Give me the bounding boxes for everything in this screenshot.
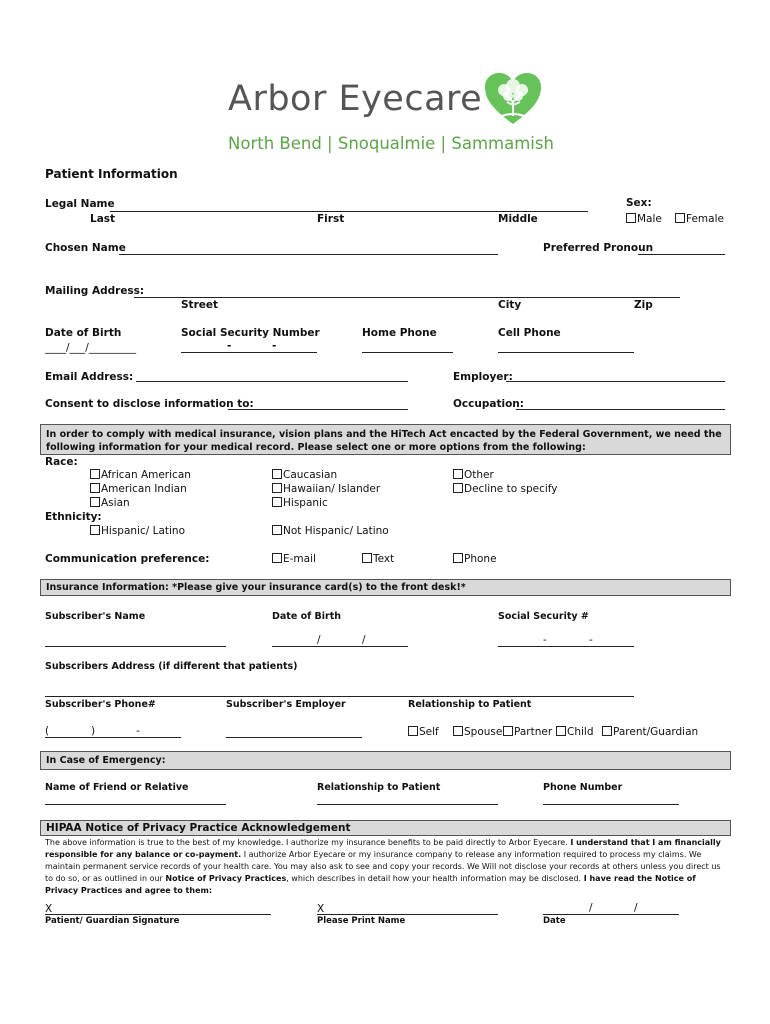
dob-field[interactable]: ____/___/_________ bbox=[45, 342, 137, 354]
ssn-label: Social Security Number bbox=[181, 327, 320, 339]
ssn-dash-1: - bbox=[227, 340, 232, 352]
phone-dash: - bbox=[136, 725, 140, 737]
race-american-indian[interactable]: American Indian bbox=[90, 483, 187, 495]
comm-phone[interactable]: Phone bbox=[453, 553, 497, 565]
sex-label: Sex: bbox=[626, 197, 652, 209]
heart-tree-logo-icon bbox=[484, 72, 542, 126]
checkbox[interactable] bbox=[272, 553, 282, 563]
checkbox[interactable] bbox=[408, 726, 418, 736]
checkbox[interactable] bbox=[556, 726, 566, 736]
subscriber-employer-field[interactable] bbox=[226, 737, 362, 738]
subscriber-dob-label: Date of Birth bbox=[272, 611, 342, 622]
ssn-field[interactable] bbox=[181, 352, 317, 353]
mailing-address-label: Mailing Address: bbox=[45, 285, 145, 297]
race-hawaiian[interactable]: Hawaiian/ Islander bbox=[272, 483, 380, 495]
female-checkbox[interactable] bbox=[675, 213, 685, 223]
subscriber-dob-field[interactable] bbox=[272, 646, 408, 647]
ethnicity-hispanic[interactable]: Hispanic/ Latino bbox=[90, 525, 185, 537]
checkbox[interactable] bbox=[453, 726, 463, 736]
checkbox[interactable] bbox=[272, 525, 282, 535]
dob-label: Date of Birth bbox=[45, 327, 122, 339]
checkbox[interactable] bbox=[453, 469, 463, 479]
comm-pref-label: Communication preference: bbox=[45, 553, 210, 565]
checkbox[interactable] bbox=[602, 726, 612, 736]
phone-paren-close: ) bbox=[91, 725, 96, 737]
logo-locations: North Bend | Snoqualmie | Sammamish bbox=[228, 134, 554, 153]
date-field[interactable] bbox=[543, 914, 679, 915]
date-slash-2: / bbox=[634, 902, 638, 914]
email-field[interactable] bbox=[136, 381, 408, 382]
hipaa-header: HIPAA Notice of Privacy Practice Acknowledgement bbox=[46, 822, 351, 834]
chosen-name-label: Chosen Name bbox=[45, 242, 126, 254]
race-asian[interactable]: Asian bbox=[90, 497, 130, 509]
checkbox[interactable] bbox=[362, 553, 372, 563]
rel-spouse[interactable]: Spouse bbox=[453, 726, 502, 738]
race-decline[interactable]: Decline to specify bbox=[453, 483, 558, 495]
checkbox[interactable] bbox=[90, 525, 100, 535]
comm-text[interactable]: Text bbox=[362, 553, 394, 565]
subscriber-phone-field[interactable] bbox=[45, 737, 181, 738]
emergency-relationship-label: Relationship to Patient bbox=[317, 782, 441, 793]
preferred-pronoun-field[interactable] bbox=[638, 254, 725, 255]
emergency-phone-field[interactable] bbox=[543, 804, 679, 805]
date-slash-1: / bbox=[589, 902, 593, 914]
emergency-name-label: Name of Friend or Relative bbox=[45, 782, 189, 793]
consent-field[interactable] bbox=[228, 409, 408, 410]
chosen-name-field[interactable] bbox=[119, 254, 498, 255]
ssn-dash-1: - bbox=[543, 634, 547, 646]
consent-label: Consent to disclose information to: bbox=[45, 398, 254, 410]
section-title: Patient Information bbox=[45, 167, 178, 181]
checkbox[interactable] bbox=[90, 497, 100, 507]
signature-x: X bbox=[45, 903, 53, 915]
legal-name-field[interactable] bbox=[110, 211, 588, 212]
cell-phone-label: Cell Phone bbox=[498, 327, 561, 339]
hipaa-text: The above information is true to the best of my knowledge. I authorize my insurance benefits to be paid directly to Arbor Eyecare. I understand that I am financially responsible for any balance or co-payment. I authorize Arbor Eyecare or my insurance company to release any information required to process my claims. We maintain permanent service records of your health care. You may also ask to see and copy your records. We Will not disclose your records at others unless you direct us to do so, or as outlined in our Notice of Privacy Practices, which describes in detail how your health information may be disclosed. I have read the Notice of Privacy Practices and agree to them: bbox=[45, 838, 721, 895]
phone-paren-open: ( bbox=[45, 725, 50, 737]
checkbox[interactable] bbox=[272, 469, 282, 479]
preferred-pronoun-label: Preferred Pronoun bbox=[543, 242, 654, 254]
date-label: Date bbox=[543, 916, 566, 926]
comm-email[interactable]: E-mail bbox=[272, 553, 316, 565]
employer-field[interactable] bbox=[506, 381, 725, 382]
ethnicity-label: Ethnicity: bbox=[45, 511, 102, 523]
last-label: Last bbox=[90, 213, 116, 225]
checkbox[interactable] bbox=[272, 497, 282, 507]
city-label: City bbox=[498, 299, 522, 311]
legal-name-label: Legal Name bbox=[45, 198, 115, 210]
emergency-name-field[interactable] bbox=[45, 804, 226, 805]
emergency-phone-label: Phone Number bbox=[543, 782, 623, 793]
relationship-label: Relationship to Patient bbox=[408, 699, 532, 710]
race-african-american[interactable]: African American bbox=[90, 469, 191, 481]
occupation-field[interactable] bbox=[516, 409, 725, 410]
street-label: Street bbox=[181, 299, 219, 311]
subscriber-address-label: Subscribers Address (if different that patients) bbox=[45, 661, 298, 672]
rel-partner[interactable]: Partner bbox=[503, 726, 552, 738]
signature-field[interactable] bbox=[45, 914, 271, 915]
checkbox[interactable] bbox=[453, 553, 463, 563]
occupation-label: Occupation: bbox=[453, 398, 524, 410]
race-other[interactable]: Other bbox=[453, 469, 494, 481]
demographics-notice-band bbox=[40, 424, 731, 455]
mailing-address-field[interactable] bbox=[134, 297, 680, 298]
checkbox[interactable] bbox=[453, 483, 463, 493]
signature-label: Patient/ Guardian Signature bbox=[45, 916, 180, 926]
ssn-dash-2: - bbox=[272, 340, 277, 352]
email-label: Email Address: bbox=[45, 371, 134, 383]
race-label: Race: bbox=[45, 456, 78, 468]
insurance-header-band bbox=[40, 579, 731, 596]
emergency-header-band bbox=[40, 751, 731, 770]
race-hispanic[interactable]: Hispanic bbox=[272, 497, 328, 509]
subscriber-address-field[interactable] bbox=[45, 696, 634, 697]
checkbox[interactable] bbox=[503, 726, 513, 736]
male-option[interactable]: Male bbox=[626, 213, 662, 225]
subscriber-name-field[interactable] bbox=[45, 646, 226, 647]
rel-parent[interactable]: Parent/Guardian bbox=[602, 726, 698, 738]
home-phone-field[interactable] bbox=[362, 352, 453, 353]
middle-label: Middle bbox=[498, 213, 538, 225]
rel-child[interactable]: Child bbox=[556, 726, 594, 738]
subscriber-ssn-label: Social Security # bbox=[498, 611, 589, 622]
checkbox[interactable] bbox=[90, 469, 100, 479]
dob-slash-2: / bbox=[362, 634, 366, 646]
race-caucasian[interactable]: Caucasian bbox=[272, 469, 337, 481]
home-phone-label: Home Phone bbox=[362, 327, 437, 339]
logo-name: Arbor Eyecare bbox=[228, 79, 483, 119]
print-name-field[interactable] bbox=[317, 914, 498, 915]
rel-self[interactable]: Self bbox=[408, 726, 439, 738]
ssn-dash-2: - bbox=[589, 634, 593, 646]
cell-phone-field[interactable] bbox=[498, 352, 634, 353]
insurance-header: Insurance Information: *Please give your insurance card(s) to the front desk!* bbox=[46, 582, 466, 593]
subscriber-employer-label: Subscriber's Employer bbox=[226, 699, 346, 710]
female-option[interactable]: Female bbox=[675, 213, 724, 225]
subscriber-ssn-field[interactable] bbox=[498, 646, 634, 647]
subscriber-name-label: Subscriber's Name bbox=[45, 611, 146, 622]
checkbox[interactable] bbox=[90, 483, 100, 493]
checkbox[interactable] bbox=[272, 483, 282, 493]
ethnicity-not-hispanic[interactable]: Not Hispanic/ Latino bbox=[272, 525, 389, 537]
dob-slash-1: / bbox=[317, 634, 321, 646]
subscriber-phone-label: Subscriber's Phone# bbox=[45, 699, 156, 710]
male-checkbox[interactable] bbox=[626, 213, 636, 223]
employer-label: Employer: bbox=[453, 371, 513, 383]
print-name-label: Please Print Name bbox=[317, 916, 406, 926]
hipaa-header-band bbox=[40, 820, 731, 836]
emergency-header: In Case of Emergency: bbox=[46, 755, 166, 766]
emergency-relationship-field[interactable] bbox=[317, 804, 498, 805]
demographics-notice: In order to comply with medical insurance, vision plans and the HiTech Act encacted by the Federal Government, we need the following information for your medical record. Please select one or more options from the following: bbox=[46, 429, 722, 453]
first-label: First bbox=[317, 213, 345, 225]
print-name-x: X bbox=[317, 903, 325, 915]
zip-label: Zip bbox=[634, 299, 653, 311]
